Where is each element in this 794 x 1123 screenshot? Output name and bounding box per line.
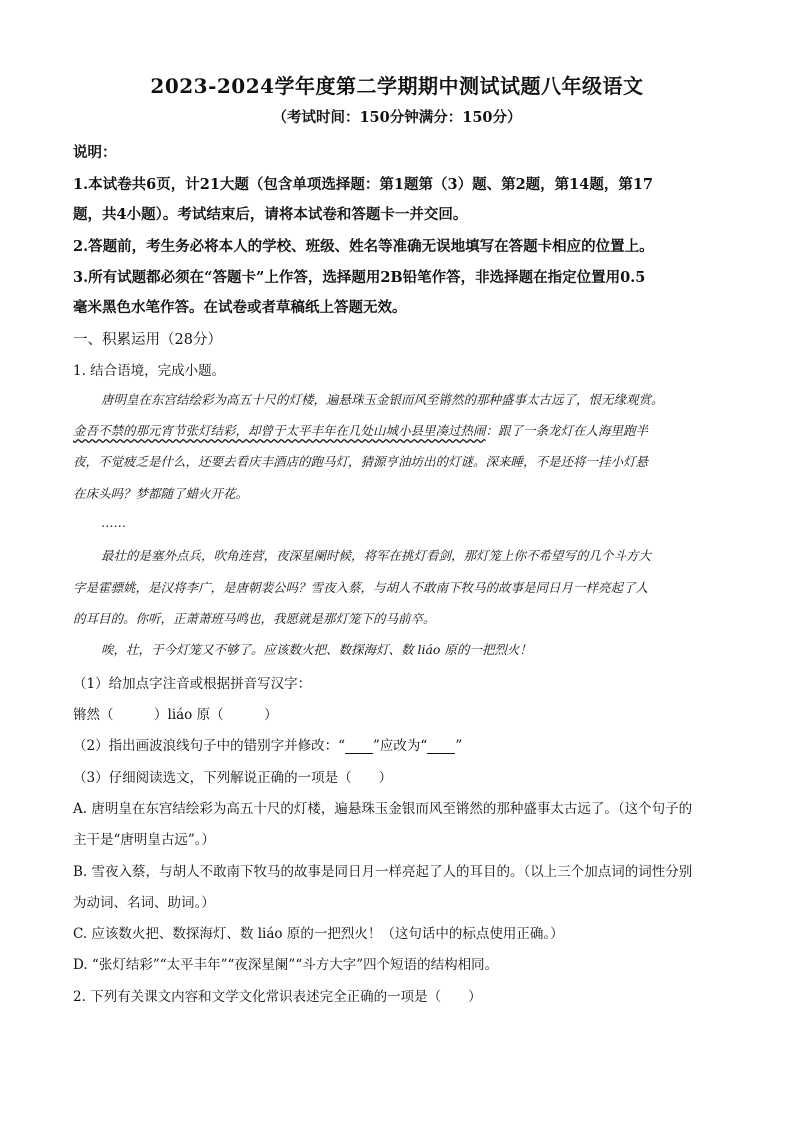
passage-p1-line-2 xyxy=(73,421,733,439)
passage-p1-line-3: 夜，不觉疲乏是什么，还要去看庆丰酒店的跑马灯，猜源亨油坊出的灯谜。深来睡，不是还将一挂小灯悬 xyxy=(73,454,649,469)
passage-p1-line-1: 唐明皇在东宫结绘彩为高五十尺的灯楼，遍悬珠玉金银而风至锵然的那种盛事太古远了，恨无缘观赏。 xyxy=(101,392,664,407)
question-1-stem: 1. 结合语境，完成小题。 xyxy=(73,363,226,379)
option-b-line-2: 为动词、名词、助词。） xyxy=(73,895,215,911)
instruction-1-line-2: 题，共4小题）。考试结束后，请将本试卷和答题卡一并交回。 xyxy=(73,206,468,223)
option-c: C. 应该数火把、数探海灯、数 liáo 原的一把烈火！（这句话中的标点使用正确。） xyxy=(73,926,564,942)
passage-p2-line-3: 的耳目的。你听，正萧萧班马鸣也，我愿就是那灯笼下的马前卒。 xyxy=(73,611,436,626)
sub-question-3-stem: （3）仔细阅读选文，下列解说正确的一项是（ ） xyxy=(73,770,393,786)
wavy-underlined-sentence: 金吾不禁的那元宵节张灯结彩，却曾于太平丰年在几处山城小县里凑过热闹 xyxy=(73,423,486,438)
sub-question-1-stem: （1）给加点字注音或根据拼音写汉字： xyxy=(73,676,312,692)
passage-ellipsis: …… xyxy=(101,515,126,530)
option-a-line-2: 主干是“唐明皇古远”。） xyxy=(73,832,216,848)
exam-time-info: （考试时间：150分钟满分：150分） xyxy=(272,109,522,126)
instruction-3-line-2: 毫米黑色水笔作答。在试卷或者草稿纸上答题无效。 xyxy=(73,299,407,316)
instructions-heading: 说明： xyxy=(73,144,117,161)
instruction-2: 2.答题前，考生务必将本人的学校、班级、姓名等准确无误地填写在答题卡相应的位置上。 xyxy=(73,238,654,255)
sub-question-2-prefix: （2）指出画波浪线句子中的错别字并修改：“ xyxy=(73,738,345,754)
option-d: D. “张灯结彩”“太平丰年”“夜深星阑”“斗方大字”四个短语的结构相同。 xyxy=(73,957,499,973)
page-title: 2023-2024学年度第二学期期中测试试题八年级语文 xyxy=(150,74,644,98)
sub-question-2-suffix: ” xyxy=(455,738,463,754)
passage-p2-line-1: 最壮的是塞外点兵，吹角连营，夜深星阑时候，将军在挑灯看剑，那灯笼上你不希望写的几个斗方大 xyxy=(101,548,652,563)
sub-question-1-items: 锵然（ ）liáo 原（ ） xyxy=(73,707,278,723)
passage-p2-line-2: 字是霍骠姚，是汉将李广，是唐朝裴公吗？雪夜入蔡，与胡人不敢南下牧马的故事是同日月一样亮起了人 xyxy=(73,580,649,595)
section-heading: 一、积累运用（28分） xyxy=(73,332,222,348)
passage-p1-line-4: 在床头吗？梦都随了蜡火开花。 xyxy=(73,486,249,501)
sub-question-2-middle: ”应改为“ xyxy=(373,738,428,754)
instruction-1-line-1: 1.本试卷共6页，计21大题（包含单项选择题：第1题第（3）题、第2题，第14题，第17 xyxy=(73,176,654,193)
passage-p3: 唉，壮，于今灯笼又不够了。应该数火把、数探海灯、数 liáo 原的一把烈火！ xyxy=(101,642,532,657)
sub-question-2 xyxy=(73,734,733,754)
answer-blank-1[interactable] xyxy=(345,739,373,754)
passage-p1-line-2-rest: ：跟了一条龙灯在人海里跑半 xyxy=(485,423,649,438)
option-a-line-1: A. 唐明皇在东宫结绘彩为高五十尺的灯楼，遍悬珠玉金银而风至锵然的那种盛事太古远了。（这个句子的 xyxy=(73,801,693,817)
question-2-stem: 2. 下列有关课文内容和文学文化常识表述完全正确的一项是（ ） xyxy=(73,989,482,1005)
answer-blank-2[interactable] xyxy=(427,739,455,754)
instruction-3-line-1: 3.所有试题都必须在“答题卡”上作答，选择题用2B铅笔作答，非选择题在指定位置用0.5 xyxy=(73,269,646,286)
option-b-line-1: B. 雪夜入蔡，与胡人不敢南下牧马的故事是同日月一样亮起了人的耳目的。（以上三个加点词的词性分别 xyxy=(73,864,693,880)
